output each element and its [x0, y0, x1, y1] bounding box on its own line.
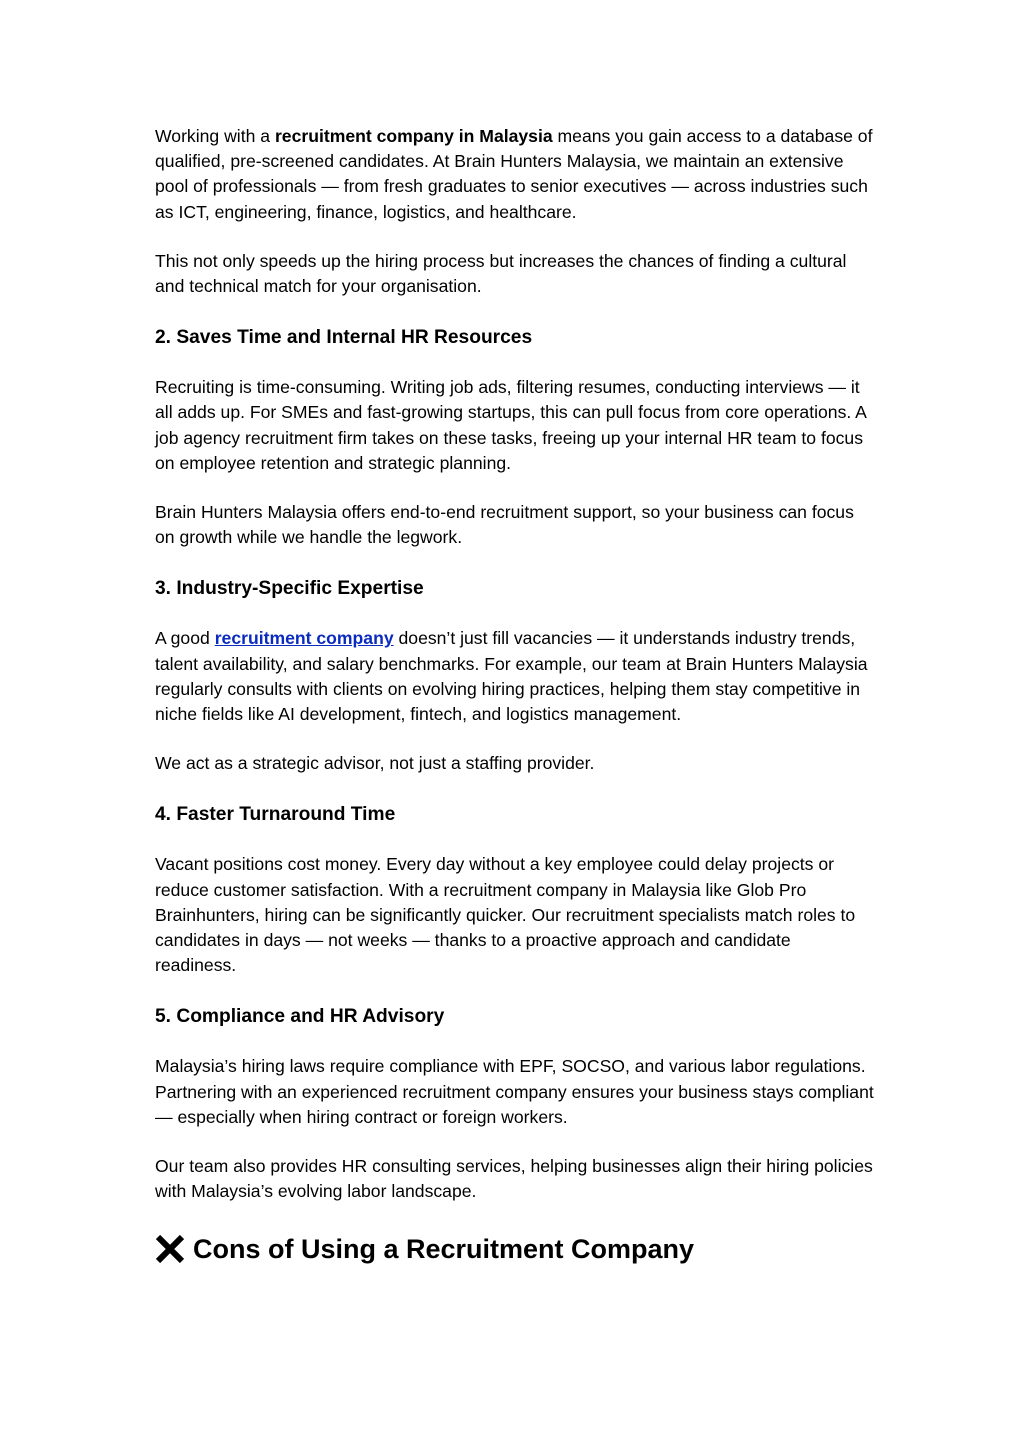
section-5-paragraph-2: Our team also provides HR consulting services, helping businesses align their hiring policies with Malaysia’s evolving labor landscape. [155, 1156, 873, 1202]
section-3-paragraph-1 [155, 626, 875, 727]
section-4-paragraph-1: Vacant positions cost money. Every day without a key employee could delay projects or reduce customer satisfaction. With a recruitment company in Malaysia like Glob Pro Brainhunters, hiring can be significantly quicker. Our recruitment specialists match roles to candidates in days — not weeks — thanks to a proactive approach and candidate readiness. [155, 854, 856, 976]
section-3-heading: 3. Industry-Specific Expertise [155, 578, 424, 600]
cons-heading: Cons of Using a Recruitment Company [193, 1234, 695, 1265]
cross-mark-icon [155, 1234, 185, 1264]
section-2-paragraph-2: Brain Hunters Malaysia offers end-to-end recruitment support, so your business can focus on growth while we handle the legwork. [155, 502, 854, 548]
section-3-paragraph-2: We act as a strategic advisor, not just a staffing provider. [155, 753, 595, 774]
section-4-heading: 4. Faster Turnaround Time [155, 804, 396, 826]
section-5-heading: 5. Compliance and HR Advisory [155, 1006, 445, 1028]
intro-paragraph-2: This not only speeds up the hiring process but increases the chances of finding a cultural and technical match for your organisation. [155, 250, 847, 297]
intro-bold-phrase: recruitment company in Malaysia [274, 126, 553, 146]
section-2-heading: 2. Saves Time and Internal HR Resources [155, 327, 533, 349]
section-2-paragraph-1: Recruiting is time-consuming. Writing job ads, filtering resumes, conducting interviews — it all adds up. For SMEs and fast-growing startups, this can pull focus from core operations. A job agency recruitment firm takes on these tasks, freeing up your internal HR team to focus on employee retention and strategic planning. [155, 377, 866, 473]
section-5-paragraph-1: Malaysia’s hiring laws require compliance with EPF, SOCSO, and various labor regulations. Partnering with an experienced recruitment company ensures your business stays compliant — especially when hiring contract or foreign workers. [155, 1056, 874, 1127]
intro-text-start: Working with a [155, 126, 275, 146]
cons-heading-row [155, 1232, 875, 1266]
section-3-text-end: doesn’t just fill vacancies — it understands industry trends, talent availability, and salary benchmarks. For example, our team at Brain Hunters Malaysia regularly consults with clients on evolving hiring practices, helping them stay competitive in niche fields like AI development, fintech, and logistics management. [155, 628, 868, 725]
intro-text-end: means you gain access to a database of qualified, pre-screened candidates. At Brain Hunters Malaysia, we maintain an extensive pool of professionals — from fresh graduates to senior executives — across industries such as ICT, engineering, finance, logistics, and healthcare. [155, 126, 873, 222]
document-page [155, 124, 875, 1266]
section-3-text-start: A good [155, 628, 215, 649]
recruitment-company-link[interactable]: recruitment company [214, 628, 394, 649]
intro-paragraph-1 [155, 124, 875, 225]
